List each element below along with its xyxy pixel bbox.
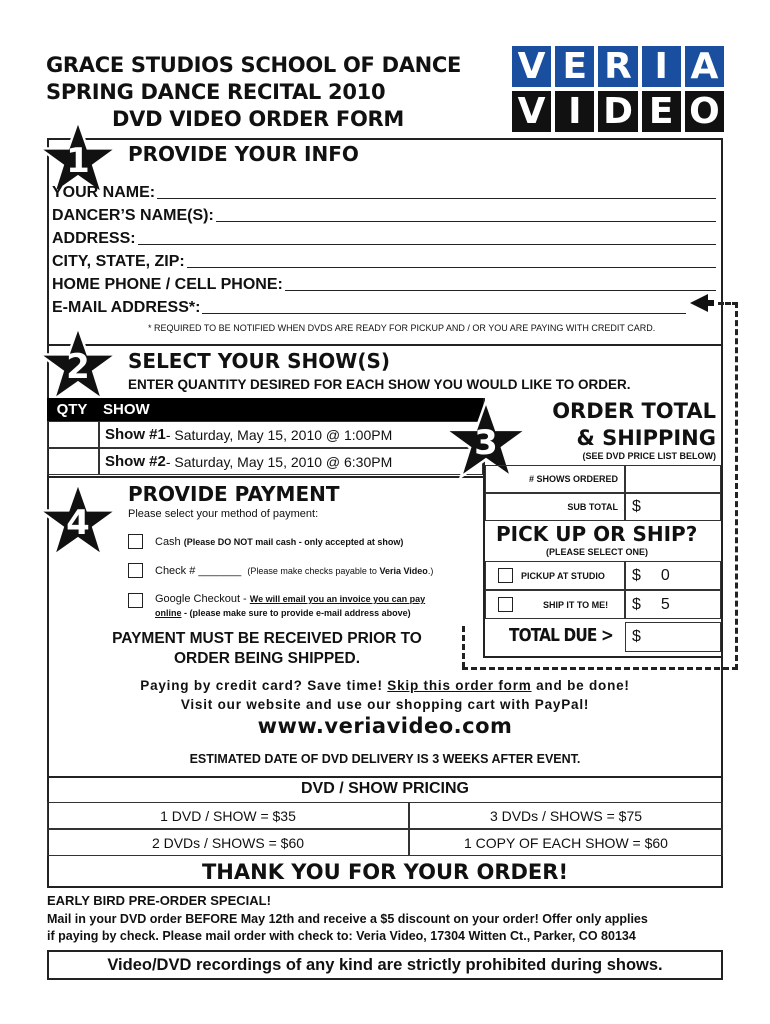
mail-instructions-line: Mail in your DVD order BEFORE May 12th and receive a $5 discount on your order! Offer only applies: [47, 912, 648, 926]
dollar-sign: $: [632, 595, 641, 613]
phone-field[interactable]: [52, 272, 716, 294]
field-label: DANCER’S NAME(S):: [52, 207, 214, 224]
pricing-title: DVD / SHOW PRICING: [300, 780, 469, 797]
check-note: (Please make checks payable to: [247, 565, 380, 576]
dollar-sign: $: [632, 566, 641, 584]
show-name: Show #2: [105, 453, 166, 470]
pricing-row: [47, 829, 723, 856]
header-line-2: SPRING DANCE RECITAL 2010: [46, 80, 386, 104]
address-field[interactable]: [52, 226, 716, 248]
google-label: Google Checkout -: [155, 593, 250, 605]
field-label: ADDRESS:: [52, 230, 136, 247]
dashed-connector: [462, 667, 738, 670]
section-4-title: PROVIDE PAYMENT: [128, 482, 340, 506]
email-field[interactable]: [52, 295, 716, 317]
invoice-link[interactable]: We will email you an invoice you can pay: [249, 594, 426, 604]
shipping-title: & SHIPPING: [576, 426, 716, 450]
skip-form-link[interactable]: Skip this order form: [387, 678, 532, 693]
show-1-cell: [99, 421, 483, 448]
shows-ordered-label: # SHOWS ORDERED: [528, 474, 618, 484]
select-one-note: (PLEASE SELECT ONE): [546, 547, 649, 557]
table-row: [47, 448, 483, 475]
logo-letter: R: [598, 46, 637, 87]
header-line-1: GRACE STUDIOS SCHOOL OF DANCE: [46, 53, 462, 77]
payment-notice-line: PAYMENT MUST BE RECEIVED PRIOR TO: [112, 630, 422, 647]
email-required-note: * REQUIRED TO BE NOTIFIED WHEN DVDS ARE READY FOR PICKUP AND / OR YOU ARE PAYING WITH CREDIT CARD.: [148, 323, 656, 333]
qty-input-show-2[interactable]: [47, 448, 99, 475]
pricing-cell: 1 DVD / SHOW = $35: [47, 802, 409, 829]
table-row: [47, 421, 483, 448]
ship-option-cell: [485, 590, 625, 619]
step-number: 4: [66, 503, 90, 543]
shows-table: [47, 398, 483, 475]
payment-option-cash: [128, 534, 403, 549]
pricing-divider: [47, 776, 723, 778]
warning-text: Video/DVD recordings of any kind are strictly prohibited during shows.: [107, 956, 663, 974]
logo-letter: D: [598, 91, 637, 132]
google-note: - (please make sure to provide e-mail address above): [181, 608, 411, 618]
section-2-title: SELECT YOUR SHOW(S): [128, 349, 391, 373]
section-divider: [47, 344, 723, 346]
ship-checkbox[interactable]: [498, 597, 513, 612]
field-label: HOME PHONE / CELL PHONE:: [52, 276, 283, 293]
logo-letter: E: [642, 91, 681, 132]
early-bird-title: EARLY BIRD PRE-ORDER SPECIAL!: [47, 893, 271, 908]
payment-notice-line: ORDER BEING SHIPPED.: [173, 650, 361, 667]
logo-letter: I: [642, 46, 681, 87]
step-2-badge: [38, 324, 118, 404]
show-2-cell: [99, 448, 483, 475]
dashed-connector: [735, 302, 738, 670]
delivery-estimate: ESTIMATED DATE OF DVD DELIVERY IS 3 WEEKS AFTER EVENT.: [189, 752, 581, 766]
arrow-tail: [706, 300, 714, 306]
pricing-cell: 1 COPY OF EACH SHOW = $60: [409, 829, 723, 856]
ship-price-cell: [625, 590, 721, 619]
header-line-3: DVD VIDEO ORDER FORM: [112, 107, 404, 131]
step-number: 1: [66, 141, 90, 181]
contact-fields: [52, 180, 716, 317]
section-divider: [47, 476, 483, 478]
subtotal-label: SUB TOTAL: [567, 502, 618, 512]
dashed-connector: [462, 626, 465, 668]
step-number: 2: [66, 347, 90, 387]
recording-prohibited-notice: [47, 950, 723, 980]
show-header: SHOW: [103, 401, 150, 418]
check-checkbox[interactable]: [128, 563, 143, 578]
logo-letter: A: [685, 46, 724, 87]
ship-label: SHIP IT TO ME!: [543, 599, 609, 610]
promo-text: Paying by credit card? Save time!: [140, 678, 388, 693]
name-field[interactable]: [52, 180, 716, 202]
subtotal-label-cell: [485, 493, 625, 521]
promo-line-2: Visit our website and use our shopping cart with PayPal!: [180, 697, 590, 712]
pricing-table: [47, 802, 723, 856]
payee-name: Veria Video: [379, 565, 428, 576]
step-number: 3: [474, 423, 498, 463]
dancer-name-field[interactable]: [52, 203, 716, 225]
section-2-subtitle: ENTER QUANTITY DESIRED FOR EACH SHOW YOU WOULD LIKE TO ORDER.: [128, 377, 631, 392]
promo-text-end: and be done!: [531, 678, 630, 693]
city-state-zip-field[interactable]: [52, 249, 716, 271]
pricing-cell: 2 DVDs / SHOWS = $60: [47, 829, 409, 856]
step-4-badge: [38, 480, 118, 560]
shows-ordered-label-cell: [485, 465, 625, 493]
field-label: YOUR NAME:: [52, 184, 156, 201]
logo-letter: V: [512, 46, 551, 87]
shows-ordered-input[interactable]: [625, 465, 721, 493]
pickup-label: PICKUP AT STUDIO: [521, 570, 605, 581]
section-1-title: PROVIDE YOUR INFO: [128, 142, 359, 166]
dollar-sign: $: [632, 498, 641, 515]
pricing-row: [47, 802, 723, 829]
invoice-link-online[interactable]: online: [155, 608, 182, 618]
total-due-label: TOTAL DUE >: [509, 625, 613, 646]
field-label: E-MAIL ADDRESS*:: [52, 299, 201, 316]
google-checkout-checkbox[interactable]: [128, 593, 143, 608]
logo-letter: I: [555, 91, 594, 132]
logo-letter: O: [685, 91, 724, 132]
pickup-price: 0: [660, 566, 670, 584]
price-list-note: (SEE DVD PRICE LIST BELOW): [582, 451, 716, 461]
pickup-price-cell: [625, 561, 721, 590]
qty-header: QTY: [56, 401, 88, 418]
section-4-subtitle: Please select your method of payment:: [128, 508, 319, 520]
show-detail: - Saturday, May 15, 2010 @ 6:30PM: [165, 453, 393, 470]
ship-price: 5: [660, 595, 670, 613]
veria-video-logo: [512, 46, 724, 132]
total-due-input[interactable]: [625, 622, 721, 652]
pricing-cell: 3 DVDs / SHOWS = $75: [409, 802, 723, 829]
payment-notice: [72, 629, 462, 669]
thank-you-message: THANK YOU FOR YOUR ORDER!: [201, 860, 569, 884]
show-name: Show #1: [105, 426, 166, 443]
logo-letter: V: [512, 91, 551, 132]
check-note-end: .): [427, 565, 434, 576]
qty-input-show-1[interactable]: [47, 421, 99, 448]
order-total-title: ORDER TOTAL: [552, 399, 716, 423]
subtotal-input[interactable]: [625, 493, 721, 521]
logo-letter: E: [555, 46, 594, 87]
pickup-checkbox[interactable]: [498, 568, 513, 583]
mail-instructions: [47, 911, 737, 945]
cash-label: Cash: [155, 535, 181, 548]
dollar-sign: $: [632, 628, 641, 645]
payment-option-check: [128, 563, 433, 578]
field-label: CITY, STATE, ZIP:: [52, 253, 185, 270]
credit-card-promo: [47, 676, 723, 714]
payment-option-google: [128, 592, 425, 620]
pickup-or-ship-title: PICK UP OR SHIP?: [496, 522, 698, 546]
cash-checkbox[interactable]: [128, 534, 143, 549]
pickup-option-cell: [485, 561, 625, 590]
website-url[interactable]: www.veriavideo.com: [257, 714, 513, 738]
mail-instructions-line: if paying by check. Please mail order with check to: Veria Video, 17304 Witten Ct., Parker, CO 80134: [47, 929, 636, 943]
show-detail: - Saturday, May 15, 2010 @ 1:00PM: [165, 426, 393, 443]
check-label: Check # _______: [155, 564, 242, 577]
cash-note: (Please DO NOT mail cash - only accepted at show): [183, 536, 404, 547]
